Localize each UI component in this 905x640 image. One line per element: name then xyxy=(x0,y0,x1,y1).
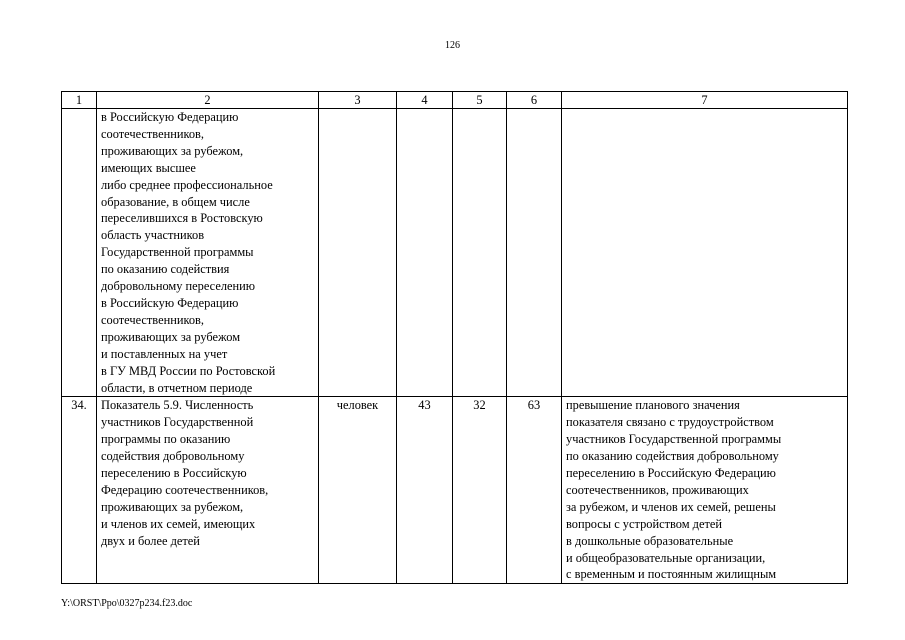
text-line: в Российскую Федерацию xyxy=(101,295,239,310)
header-row xyxy=(62,92,848,109)
text-line: в дошкольные образовательные xyxy=(566,533,734,548)
text-line: и общеобразовательные организации, xyxy=(566,550,766,565)
text-line: показателя связано с трудоустройством xyxy=(566,415,774,430)
text-line: проживающих за рубежом xyxy=(101,329,241,344)
text-line: добровольному переселению xyxy=(101,279,256,294)
text-line: Федерацию соотечественников, xyxy=(101,482,269,497)
cell-unit-empty xyxy=(319,109,397,397)
cell-explanation xyxy=(562,397,848,584)
text-line: в Российскую Федерацию xyxy=(101,110,239,124)
text-line: либо среднее профессиональное xyxy=(101,177,273,192)
text-line: соотечественников, проживающих xyxy=(566,482,749,497)
page-number: 126 xyxy=(445,40,460,51)
text-line: участников Государственной программы xyxy=(566,432,782,447)
text-line: вопросы с устройством детей xyxy=(566,516,723,531)
text-line: по оказанию содействия добровольному xyxy=(566,449,779,464)
text-line: Показатель 5.9. Численность xyxy=(101,398,254,413)
text-line: соотечественников, xyxy=(101,312,204,327)
header-col-6: 6 xyxy=(507,92,562,109)
text-line: соотечественников, xyxy=(101,126,204,141)
text-line: и членов их семей, имеющих xyxy=(101,516,256,531)
text-line: Государственной программы xyxy=(101,245,254,260)
text-line: и поставленных на учет xyxy=(101,346,228,361)
header-col-1: 1 xyxy=(62,92,97,109)
header-col-7: 7 xyxy=(562,92,848,109)
file-path-footer: Y:\ORST\Ppo\0327p234.f23.doc xyxy=(61,598,193,609)
text-line: имеющих высшее xyxy=(101,160,196,175)
text-line: превышение планового значения xyxy=(566,398,740,413)
text-line: двух и более детей xyxy=(101,533,200,548)
text-line: область участников xyxy=(101,228,205,243)
text-line: содействия добровольному xyxy=(101,449,245,464)
cell-indicator-continuation xyxy=(97,109,319,397)
text-line: проживающих за рубежом, xyxy=(101,143,244,158)
report-table xyxy=(61,91,848,584)
text-line: проживающих за рубежом, xyxy=(101,499,244,514)
cell-col6-empty xyxy=(507,109,562,397)
text-line: по оказанию содействия xyxy=(101,262,230,277)
cell-col4-empty xyxy=(397,109,453,397)
cell-explanation-empty xyxy=(562,109,848,397)
cell-col6-value: 63 xyxy=(507,397,562,584)
text-line: в ГУ МВД России по Ростовской xyxy=(101,363,276,378)
header-col-4: 4 xyxy=(397,92,453,109)
cell-row-number: 34. xyxy=(62,397,97,584)
cell-indicator xyxy=(97,397,319,584)
header-col-2: 2 xyxy=(97,92,319,109)
cell-col5-value: 32 xyxy=(453,397,507,584)
text-line: переселившихся в Ростовскую xyxy=(101,211,263,226)
cell-unit: человек xyxy=(319,397,397,584)
text-line: за рубежом, и членов их семей, решены xyxy=(566,499,776,514)
text-line: переселению в Российскую xyxy=(101,466,247,481)
cell-col5-empty xyxy=(453,109,507,397)
cell-number-empty xyxy=(62,109,97,397)
header-col-3: 3 xyxy=(319,92,397,109)
text-line: переселению в Российскую Федерацию xyxy=(566,466,776,481)
table-row-continuation xyxy=(62,109,848,397)
text-line: образование, в общем числе xyxy=(101,194,250,209)
table-row-34 xyxy=(62,397,848,584)
cell-col4-value: 43 xyxy=(397,397,453,584)
text-line: с временным и постоянным жилищным xyxy=(566,567,777,582)
header-col-5: 5 xyxy=(453,92,507,109)
text-line: области, в отчетном периоде xyxy=(101,380,253,395)
text-line: программы по оказанию xyxy=(101,432,231,447)
text-line: участников Государственной xyxy=(101,415,254,430)
